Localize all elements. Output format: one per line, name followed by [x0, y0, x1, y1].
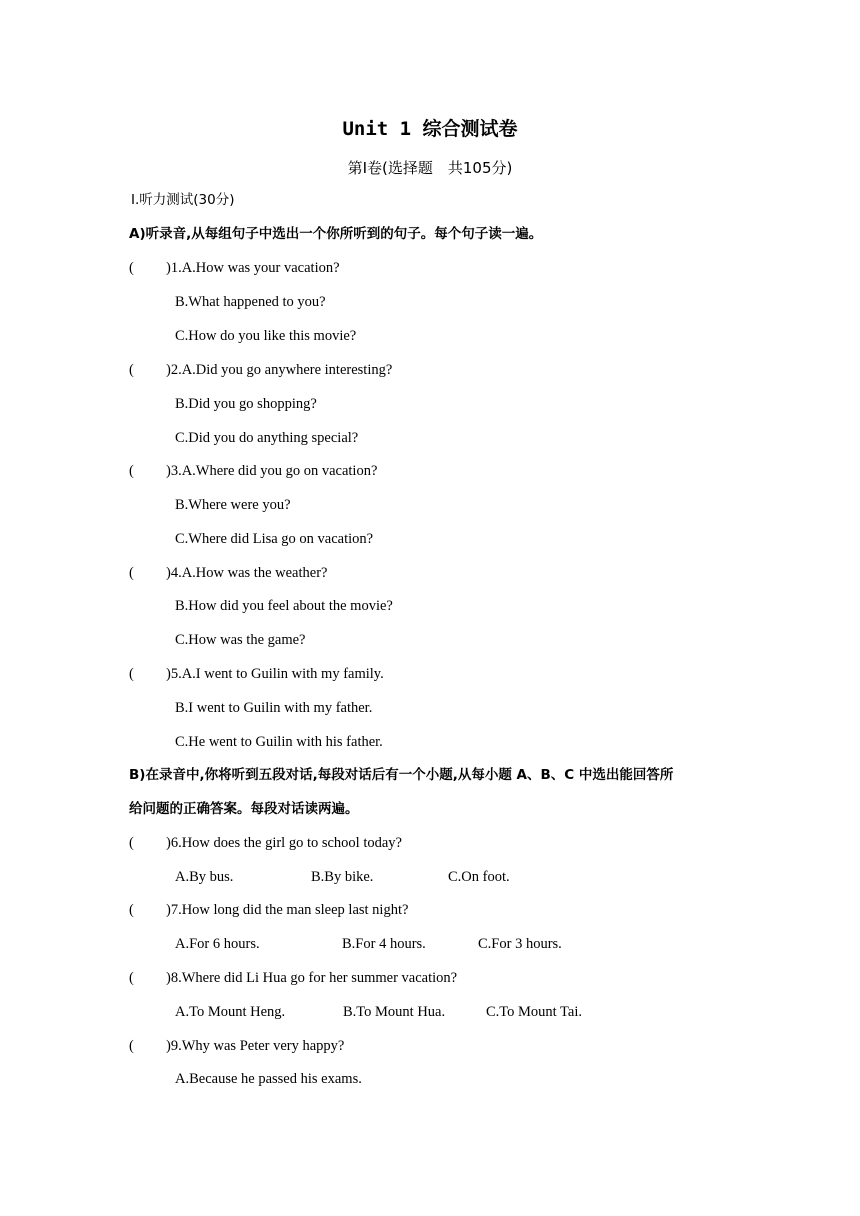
option-c: C.Where did Lisa go on vacation? [175, 531, 374, 547]
question-text: )2.A.Did you go anywhere interesting? [166, 362, 393, 378]
option-c: C.He went to Guilin with his father. [175, 734, 383, 750]
option-c: C.On foot. [448, 869, 510, 885]
answer-paren: ( [129, 666, 134, 682]
answer-paren: ( [129, 835, 134, 851]
option-b: B.What happened to you? [175, 294, 326, 310]
question-text: )4.A.How was the weather? [166, 565, 328, 581]
paper-subtitle: 第Ⅰ卷(选择题 共105分) [347, 159, 513, 177]
option-a: A.Because he passed his exams. [175, 1071, 362, 1087]
part-b-instruction-line1: B)在录音中,你将听到五段对话,每段对话后有一个小题,从每小题 A、B、C 中选出能回答所 [129, 767, 674, 783]
question-text: )9.Why was Peter very happy? [166, 1038, 345, 1054]
answer-paren: ( [129, 362, 134, 378]
answer-paren: ( [129, 1038, 134, 1054]
answer-paren: ( [129, 565, 134, 581]
option-a: A.For 6 hours. [175, 936, 260, 952]
option-b: B.How did you feel about the movie? [175, 598, 393, 614]
option-b: B.For 4 hours. [342, 936, 426, 952]
question-text: )1.A.How was your vacation? [166, 260, 340, 276]
answer-paren: ( [129, 970, 134, 986]
option-c: C.Did you do anything special? [175, 430, 359, 446]
option-c: C.To Mount Tai. [486, 1004, 582, 1020]
option-b: B.To Mount Hua. [343, 1004, 446, 1020]
option-c: C.How was the game? [175, 632, 306, 648]
question-text: )7.How long did the man sleep last night? [166, 902, 409, 918]
question-text: )8.Where did Li Hua go for her summer vacation? [166, 970, 458, 986]
option-c: C.How do you like this movie? [175, 328, 357, 344]
option-c: C.For 3 hours. [478, 936, 562, 952]
answer-paren: ( [129, 902, 134, 918]
question-text: )3.A.Where did you go on vacation? [166, 463, 378, 479]
option-b: B.I went to Guilin with my father. [175, 700, 373, 716]
part-a-instruction: A)听录音,从每组句子中选出一个你所听到的句子。每个句子读一遍。 [129, 226, 543, 242]
option-a: A.To Mount Heng. [175, 1004, 286, 1020]
option-b: B.Where were you? [175, 497, 291, 513]
page-title: Unit 1 综合测试卷 [342, 118, 518, 140]
section-heading-listening: Ⅰ.听力测试(30分) [131, 192, 235, 208]
answer-paren: ( [129, 260, 134, 276]
question-text: )6.How does the girl go to school today? [166, 835, 402, 851]
question-text: )5.A.I went to Guilin with my family. [166, 666, 384, 682]
part-b-instruction-line2: 给问题的正确答案。每段对话读两遍。 [129, 801, 359, 817]
answer-paren: ( [129, 463, 134, 479]
option-b: B.Did you go shopping? [175, 396, 317, 412]
option-a: A.By bus. [175, 869, 234, 885]
option-b: B.By bike. [311, 869, 374, 885]
